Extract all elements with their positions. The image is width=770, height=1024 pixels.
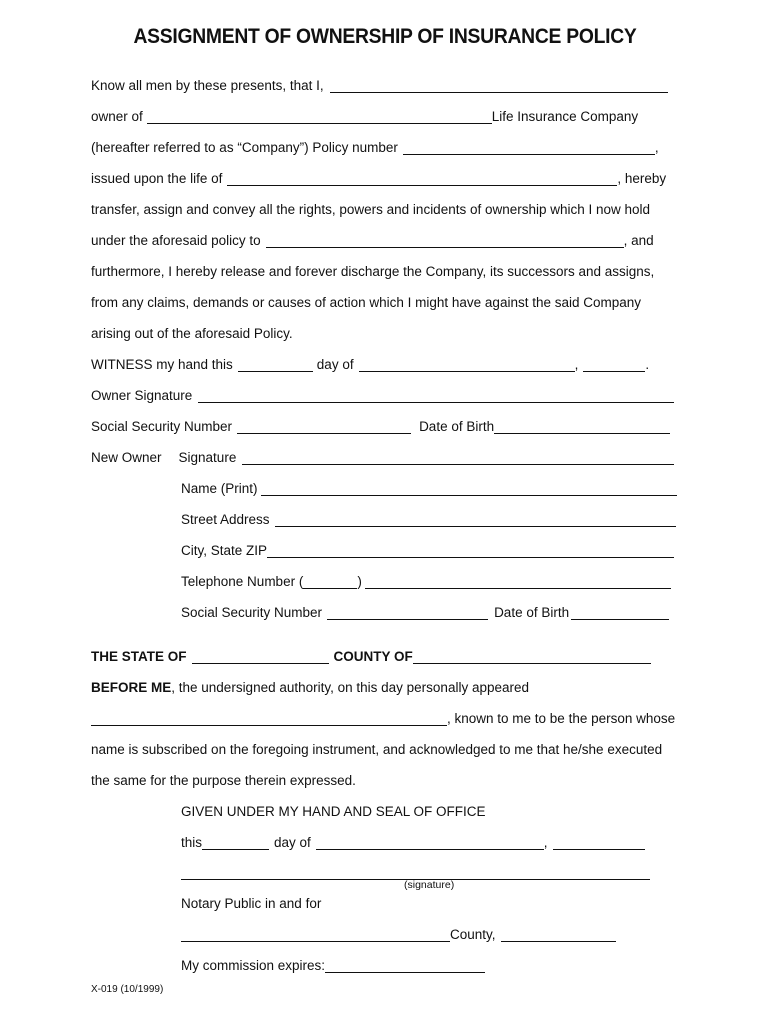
state-county-line: [91, 646, 651, 664]
given-under-line: [181, 801, 486, 819]
street-address-field[interactable]: [275, 514, 676, 527]
owner-ssn-field[interactable]: [237, 421, 411, 434]
owner-of-label: owner of: [91, 109, 143, 124]
period-text: .: [645, 357, 650, 372]
owner-signature-field[interactable]: [198, 390, 674, 403]
county-field[interactable]: [413, 651, 651, 664]
new-owner-signature-field[interactable]: [242, 452, 674, 465]
owner-line: [91, 106, 638, 124]
new-owner-name-field[interactable]: [261, 483, 677, 496]
known-to-me-text: , known to me to be the person whose: [447, 711, 676, 726]
subscribed-line: [91, 739, 662, 757]
comma-text: ,: [574, 357, 579, 372]
life-insurance-company-label: Life Insurance Company: [491, 109, 639, 124]
owner-signature-label: Owner Signature: [91, 388, 193, 403]
notary-day-field[interactable]: [202, 837, 269, 850]
subscribed-text: name is subscribed on the foregoing instrument, and acknowledged to me that he/she executed: [91, 742, 663, 757]
notary-county-field[interactable]: [181, 929, 450, 942]
new-owner-signature-label: Signature: [178, 450, 237, 465]
intro-line: [91, 75, 668, 93]
witness-label: WITNESS my hand this: [91, 357, 233, 372]
before-me-label: BEFORE ME: [91, 680, 172, 695]
owner-dob-field[interactable]: [494, 421, 670, 434]
city-state-zip-line: [181, 540, 674, 558]
name-print-label: Name (Print): [181, 481, 258, 496]
intro-text: Know all men by these presents, that I,: [91, 78, 324, 93]
commission-line: [181, 955, 485, 973]
notary-signature-line: [181, 862, 650, 880]
street-address-line: [181, 509, 676, 527]
witness-month-field[interactable]: [359, 359, 575, 372]
comma-text: ,: [543, 835, 548, 850]
city-state-zip-field[interactable]: [267, 545, 674, 558]
new-owner-dob-field[interactable]: [571, 607, 669, 620]
notary-county-line: [181, 924, 616, 942]
owner-signature-line: [91, 385, 674, 403]
notary-state-field[interactable]: [501, 929, 616, 942]
county-of-label: COUNTY OF: [333, 649, 413, 664]
insured-label: issued upon the life of: [91, 171, 223, 186]
signature-caption: (signature): [404, 879, 455, 891]
comma-text: ,: [654, 140, 659, 155]
city-state-zip-label: City, State ZIP: [181, 543, 268, 558]
new-owner-signature-line: [91, 447, 674, 465]
this-label: this: [181, 835, 203, 850]
release-line: [91, 261, 654, 279]
area-code-field[interactable]: [303, 576, 357, 589]
transfer-line: [91, 199, 650, 217]
new-owner-name-line: [181, 478, 677, 496]
arising-text: arising out of the aforesaid Policy.: [91, 326, 293, 341]
transfer-text: transfer, assign and convey all the rights, powers and incidents of ownership which I now hold: [91, 202, 651, 217]
appeared-person-field[interactable]: [91, 713, 447, 726]
owner-ssn-label: Social Security Number: [91, 419, 233, 434]
given-under-text: GIVEN UNDER MY HAND AND SEAL OF OFFICE: [181, 804, 486, 819]
paren-close-text: ): [357, 574, 362, 589]
form-number: X-019 (10/1999): [91, 984, 164, 995]
notary-year-field[interactable]: [553, 837, 645, 850]
claims-line: [91, 292, 641, 310]
notary-public-line: [181, 893, 321, 911]
telephone-label: Telephone Number (: [181, 574, 304, 589]
assignee-label: under the aforesaid policy to: [91, 233, 261, 248]
appeared-person-line: [91, 708, 675, 726]
notary-public-label: Notary Public in and for: [181, 896, 322, 911]
state-of-label: THE STATE OF: [91, 649, 187, 664]
state-field[interactable]: [192, 651, 329, 664]
owner-ssn-line: [91, 416, 670, 434]
assignor-name-field[interactable]: [330, 80, 668, 93]
new-owner-ssn-label: Social Security Number: [181, 605, 323, 620]
witness-line: [91, 354, 649, 372]
company-name-field[interactable]: [147, 111, 492, 124]
purpose-text: the same for the purpose therein expressed.: [91, 773, 356, 788]
purpose-line: [91, 770, 356, 788]
new-owner-ssn-field[interactable]: [327, 607, 488, 620]
owner-dob-label: Date of Birth: [419, 419, 495, 434]
new-owner-label: New Owner: [91, 450, 162, 465]
street-address-label: Street Address: [181, 512, 270, 527]
notary-date-line: [181, 832, 645, 850]
policy-number-line: [91, 137, 659, 155]
notary-month-field[interactable]: [316, 837, 544, 850]
new-owner-ssn-line: [181, 602, 669, 620]
insured-name-field[interactable]: [227, 173, 617, 186]
release-text: furthermore, I hereby release and forever discharge the Company, its successors and assigns,: [91, 264, 655, 279]
assignee-name-field[interactable]: [266, 235, 624, 248]
insured-line: [91, 168, 666, 186]
commission-label: My commission expires:: [181, 958, 326, 973]
before-me-line: [91, 677, 529, 695]
county-comma-label: County,: [450, 927, 496, 942]
new-owner-dob-label: Date of Birth: [494, 605, 570, 620]
document-title: ASSIGNMENT OF OWNERSHIP OF INSURANCE POLICY: [133, 25, 637, 48]
arising-line: [91, 323, 293, 341]
telephone-line: [181, 571, 671, 589]
claims-text: from any claims, demands or causes of action which I might have against the said Company: [91, 295, 642, 310]
and-text: , and: [623, 233, 654, 248]
hereby-text: , hereby: [617, 171, 667, 186]
witness-year-field[interactable]: [583, 359, 645, 372]
commission-expiry-field[interactable]: [325, 960, 485, 973]
policy-number-field[interactable]: [403, 142, 655, 155]
assignee-line: [91, 230, 654, 248]
day-of-label: day of: [316, 357, 354, 372]
notary-day-of-label: day of: [274, 835, 311, 850]
telephone-number-field[interactable]: [365, 576, 671, 589]
policy-number-label: (hereafter referred to as “Company”) Policy number: [91, 140, 398, 155]
before-me-text: , the undersigned authority, on this day personally appeared: [171, 680, 530, 695]
witness-day-field[interactable]: [238, 359, 313, 372]
